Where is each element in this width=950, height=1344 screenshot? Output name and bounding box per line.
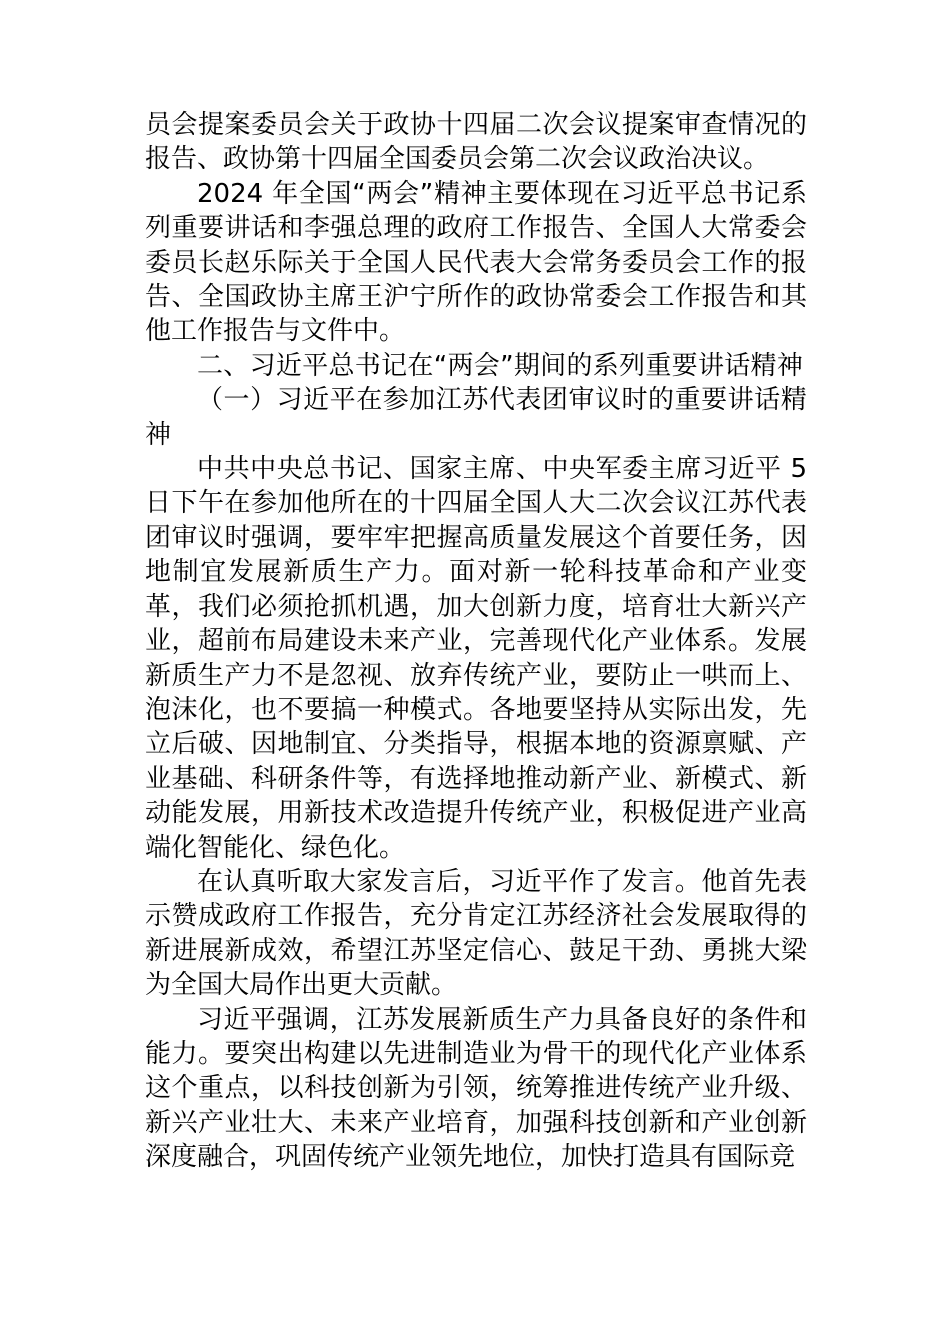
paragraph-speech-after-listening: 在认真听取大家发言后，习近平作了发言。他首先表示赞成政府工作报告，充分肯定江苏经济社会发展取得的新进展新成效，希望江苏坚定信心、鼓足干劲、勇挑大梁为全国大局作出更大贡献。	[145, 866, 807, 1001]
paragraph-jiangsu-deliberation: 中共中央总书记、国家主席、中央军委主席习近平 5 日下午在参加他所在的十四届全国人大二次会议江苏代表团审议时强调，要牢牢把握高质量发展这个首要任务，因地制宜发展新质生产力。面对新一轮科技革命和产业变革，我们必须抢抓机遇，加大创新力度，培育壮大新兴产业，超前布局建设未来产业，完善现代化产业体系。发展新质生产力不是忽视、放弃传统产业，要防止一哄而上、泡沫化，也不要搞一种模式。各地要坚持从实际出发，先立后破、因地制宜、分类指导，根据本地的资源禀赋、产业基础、科研条件等，有选择地推动新产业、新模式、新动能发展，用新技术改造提升传统产业，积极促进产业高端化智能化、绿色化。	[145, 454, 807, 863]
paragraph-two-sessions-summary: 2024 年全国“两会”精神主要体现在习近平总书记系列重要讲话和李强总理的政府工作报告、全国人大常委会委员长赵乐际关于全国人民代表大会常务委员会工作的报告、全国政协主席王沪宁所作的政协常委会工作报告和其他工作报告与文件中。	[145, 178, 807, 347]
paragraph-jiangsu-productivity: 习近平强调，江苏发展新质生产力具备良好的条件和能力。要突出构建以先进制造业为骨干的现代化产业体系这个重点，以科技创新为引领，统筹推进传统产业升级、新兴产业壮大、未来产业培育，加强科技创新和产业创新深度融合，巩固传统产业领先地位，加快打造具有国际竞	[145, 1004, 807, 1173]
section-heading-2: 二、习近平总书记在“两会”期间的系列重要讲话精神	[197, 350, 804, 381]
document-body	[145, 108, 807, 1175]
paragraph-continuation: 员会提案委员会关于政协十四届二次会议提案审查情况的报告、政协第十四届全国委员会第二次会议政治决议。	[145, 110, 807, 175]
subsection-heading-1: （一）习近平在参加江苏代表团审议时的重要讲话精神	[145, 385, 807, 450]
